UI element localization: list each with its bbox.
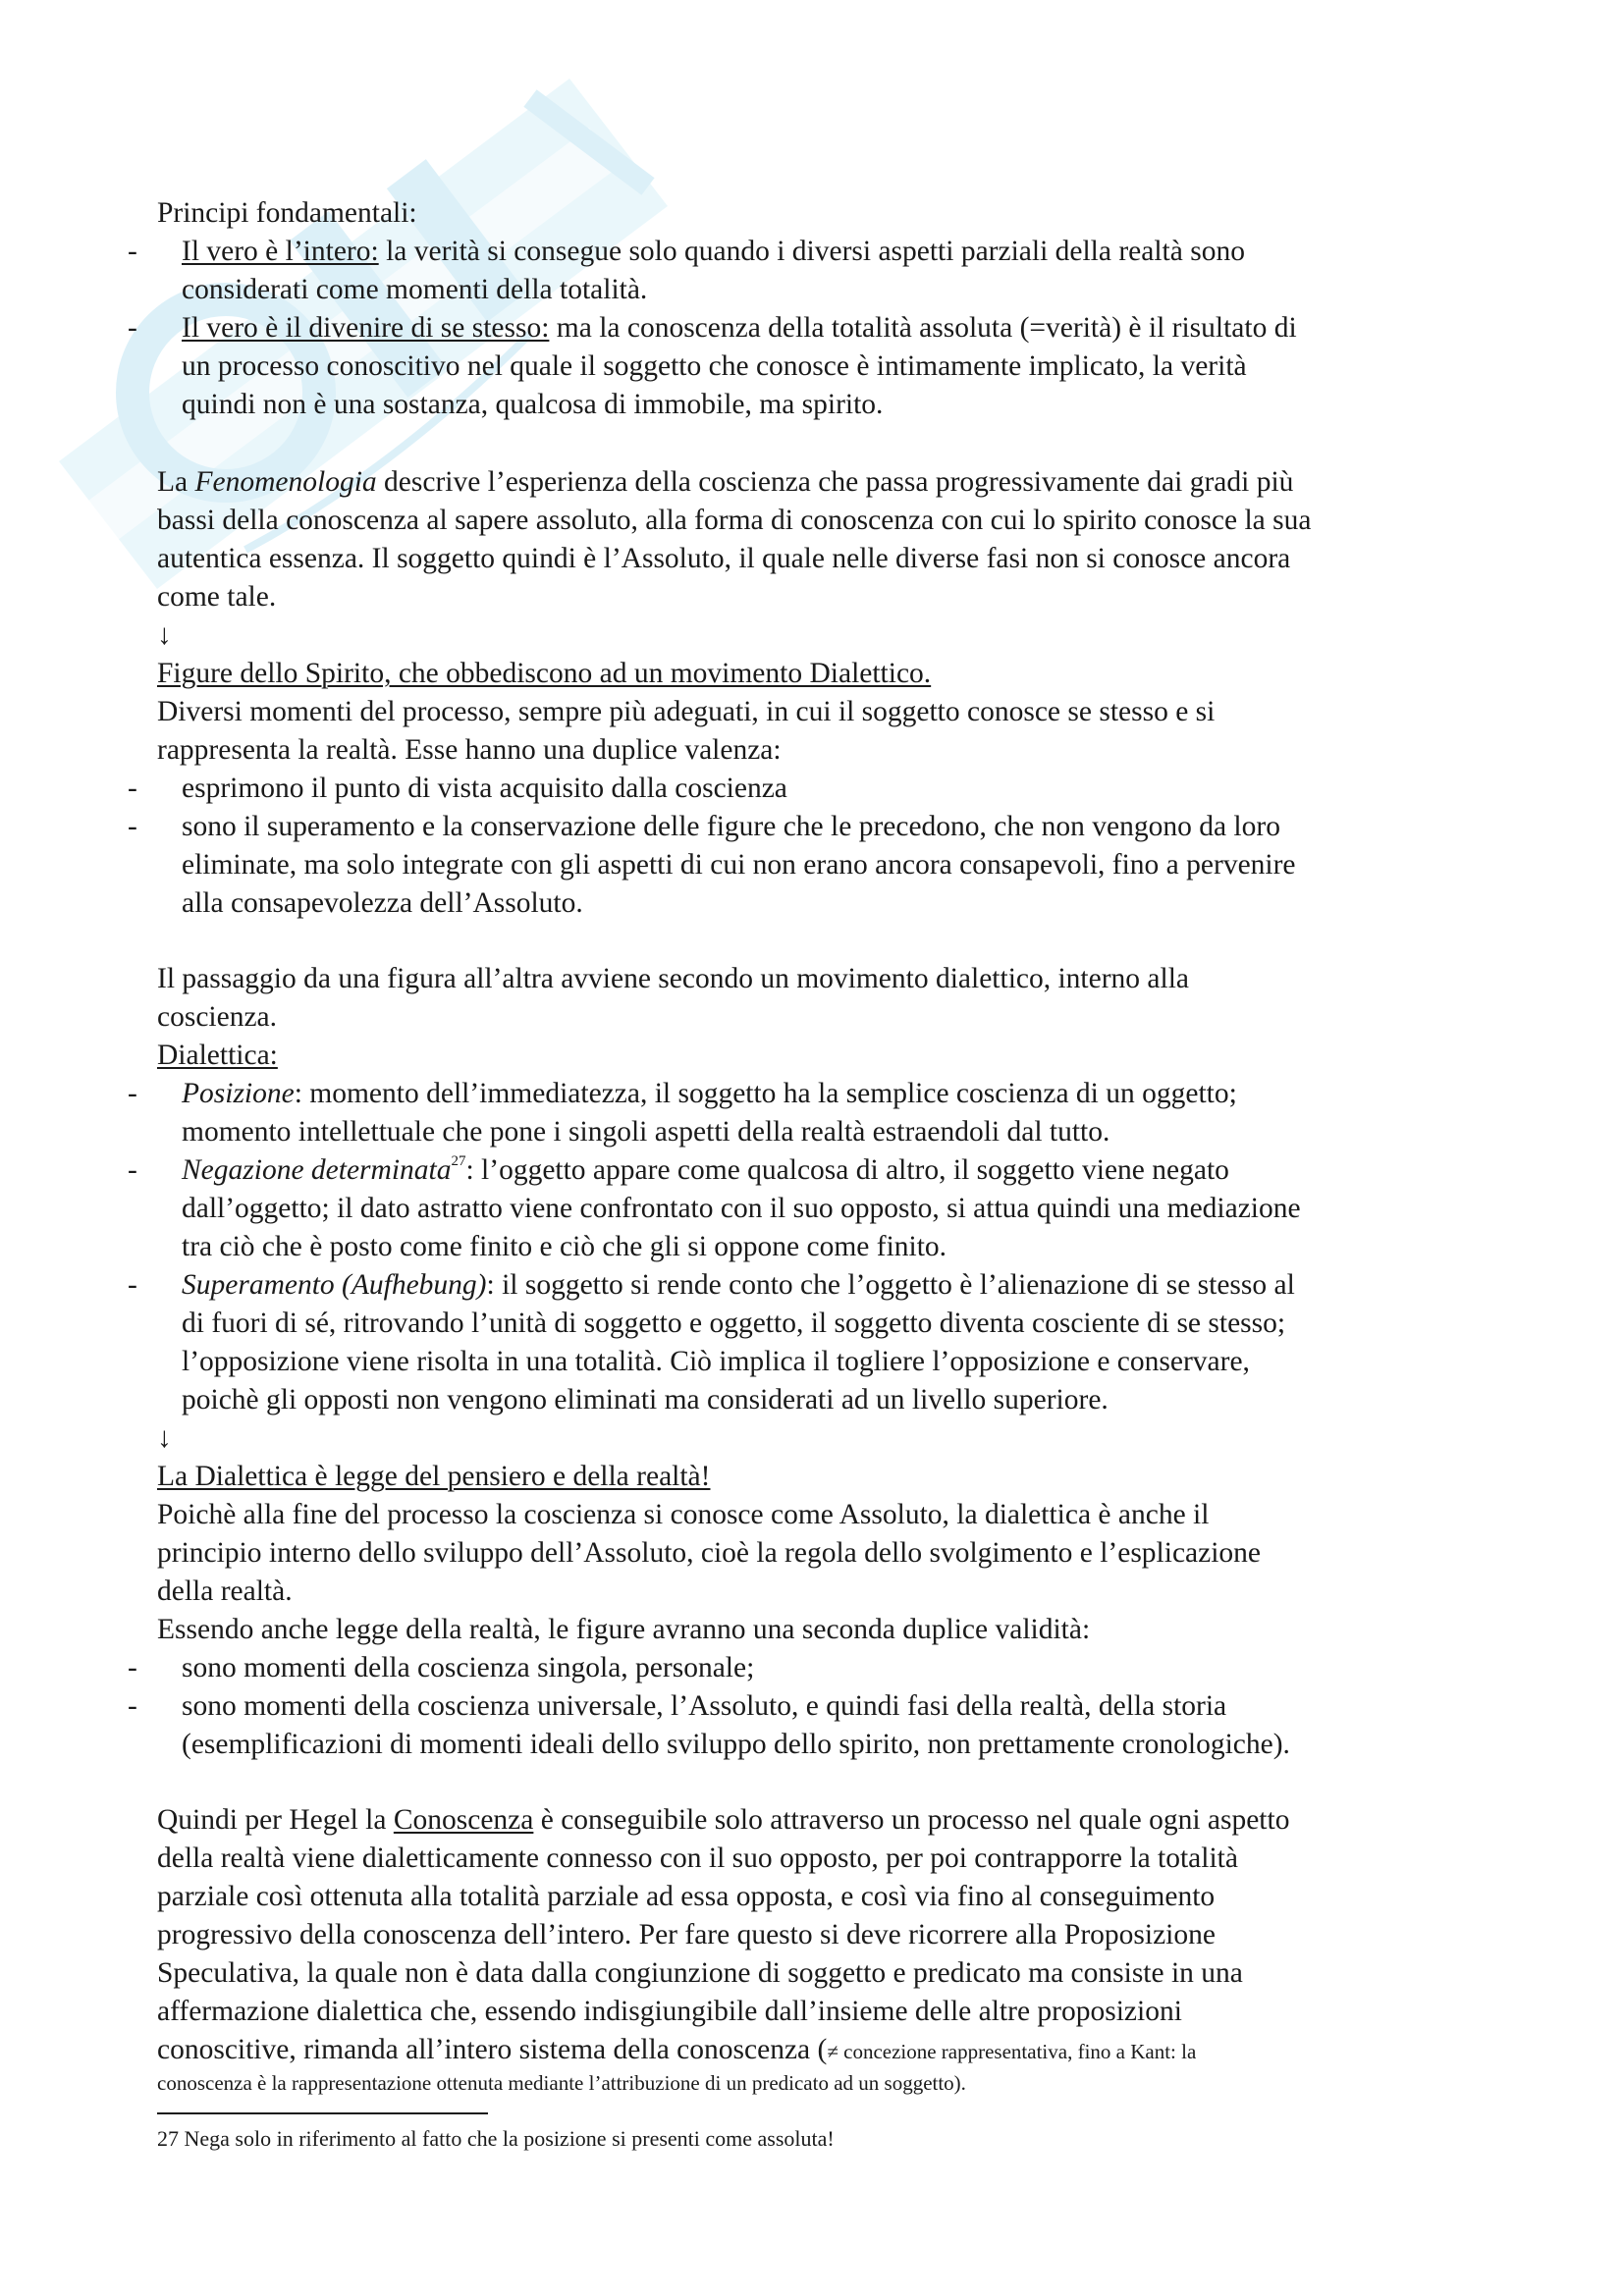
parenthetical-note: conoscenza è la rappresentazione ottenuta mediante l’attribuzione di un predicato ad un soggetto).: [157, 2071, 966, 2095]
parenthetical-note: ≠ concezione rappresentativa, fino a Kant: la: [827, 2040, 1197, 2063]
list-marker: -: [128, 1154, 137, 1186]
down-arrow: ↓: [157, 1422, 172, 1454]
paragraph-line: progressivo della conoscenza dell’intero. Per fare questo si deve ricorrere alla Proposizione: [157, 1919, 1216, 1950]
footnote-ref[interactable]: 27: [451, 1153, 466, 1169]
figures-heading: Figure dello Spirito, che obbediscono ad un movimento Dialettico.: [157, 658, 932, 689]
list-marker: -: [128, 1652, 137, 1683]
list-item: sono il superamento e la conservazione delle figure che le precedono, che non vengono da loro: [182, 811, 1280, 842]
list-marker: -: [128, 811, 137, 842]
list-item-continuation: dall’oggetto; il dato astratto viene confrontato con il suo opposto, si attua quindi una mediazione: [182, 1193, 1301, 1224]
term-posizione: Posizione: [182, 1078, 295, 1109]
list-item: Superamento (Aufhebung): il soggetto si rende conto che l’oggetto è l’alienazione di se stesso al: [182, 1269, 1295, 1301]
law-heading: La Dialettica è legge del pensiero e della realtà!: [157, 1461, 711, 1492]
list-item-continuation: (esemplificazioni di momenti ideali dello sviluppo dello spirito, non prettamente cronologiche).: [182, 1729, 1290, 1760]
list-item-continuation: un processo conoscitivo nel quale il soggetto che conosce è intimamente implicato, la verità: [182, 350, 1247, 382]
paragraph-line: coscienza.: [157, 1001, 278, 1033]
paragraph-line: rappresenta la realtà. Esse hanno una duplice valenza:: [157, 734, 782, 766]
paragraph-line: autentica essenza. Il soggetto quindi è l’Assoluto, il quale nelle diverse fasi non si conosce ancora: [157, 543, 1291, 574]
list-item: esprimono il punto di vista acquisito dalla coscienza: [182, 773, 787, 804]
paragraph-line: Essendo anche legge della realtà, le figure avranno una seconda duplice validità:: [157, 1614, 1091, 1645]
term-superamento: Superamento (Aufhebung): [182, 1269, 487, 1301]
list-item-continuation: momento intellettuale che pone i singoli aspetti della realtà estraendoli dal tutto.: [182, 1116, 1110, 1148]
item-title: Il vero è l’intero:: [182, 236, 379, 267]
item-title: Il vero è il divenire di se stesso:: [182, 312, 550, 344]
paragraph-line: principio interno dello sviluppo dell’Assoluto, cioè la regola dello svolgimento e l’esplicazione: [157, 1537, 1262, 1569]
section-heading: Principi fondamentali:: [157, 197, 417, 229]
paragraph-line: come tale.: [157, 581, 277, 613]
italic-term: Fenomenologia: [194, 466, 377, 498]
list-item-continuation: tra ciò che è posto come finito e ciò che gli si oppone come finito.: [182, 1231, 947, 1262]
paragraph-line: Il passaggio da una figura all’altra avviene secondo un movimento dialettico, interno alla: [157, 963, 1189, 994]
conoscenza-term: Conoscenza: [393, 1804, 534, 1836]
list-item: Il vero è il divenire di se stesso: ma la conoscenza della totalità assoluta (=verità) è il risultato di: [182, 312, 1297, 344]
paragraph-line: della realtà.: [157, 1575, 293, 1607]
paragraph-line: della realtà viene dialetticamente connesso con il suo opposto, per poi contrapporre la totalità: [157, 1842, 1238, 1874]
list-marker: -: [128, 773, 137, 804]
list-item: Il vero è l’intero: la verità si consegue solo quando i diversi aspetti parziali della realtà sono: [182, 236, 1245, 267]
paragraph-line: bassi della conoscenza al sapere assoluto, alla forma di conoscenza con cui lo spirito conosce la sua: [157, 505, 1312, 536]
paragraph-line: La Fenomenologia descrive l’esperienza della coscienza che passa progressivamente dai gradi più: [157, 466, 1294, 498]
list-item: sono momenti della coscienza universale, l’Assoluto, e quindi fasi della realtà, della storia: [182, 1690, 1227, 1722]
list-item-continuation: eliminate, ma solo integrate con gli aspetti di cui non erano ancora consapevoli, fino a pervenire: [182, 849, 1296, 881]
down-arrow: ↓: [157, 619, 172, 651]
footnote: 27 Nega solo in riferimento al fatto che la posizione si presenti come assoluta!: [157, 2126, 835, 2151]
paragraph-line: Diversi momenti del processo, sempre più adeguati, in cui il soggetto conosce se stesso e si: [157, 696, 1216, 727]
list-item-continuation: alla consapevolezza dell’Assoluto.: [182, 887, 583, 919]
list-item: Posizione: momento dell’immediatezza, il soggetto ha la semplice coscienza di un oggetto;: [182, 1078, 1237, 1109]
paragraph-line: Speculativa, la quale non è data dalla congiunzione di soggetto e predicato ma consiste in una: [157, 1957, 1243, 1989]
list-marker: -: [128, 312, 137, 344]
list-marker: -: [128, 1269, 137, 1301]
list-item-continuation: di fuori di sé, ritrovando l’unità di soggetto e oggetto, il soggetto diventa cosciente di se stesso;: [182, 1308, 1286, 1339]
paragraph-line: Quindi per Hegel la Conoscenza è conseguibile solo attraverso un processo nel quale ogni aspetto: [157, 1804, 1290, 1836]
list-item-continuation: l’opposizione viene risolta in una totalità. Ciò implica il togliere l’opposizione e conservare,: [182, 1346, 1250, 1377]
list-item-continuation: quindi non è una sostanza, qualcosa di immobile, ma spirito.: [182, 389, 884, 420]
list-item: Negazione determinata$^{27}$: l’oggetto appare come qualcosa di altro, il soggetto viene negato: [182, 1153, 1229, 1186]
list-marker: -: [128, 236, 137, 267]
paragraph-line: affermazione dialettica che, essendo indisgiungibile dall’insieme delle altre proposizioni: [157, 1996, 1182, 2027]
dialettica-heading: Dialettica:: [157, 1040, 278, 1071]
paragraph-line: Poichè alla fine del processo la coscienza si conosce come Assoluto, la dialettica è anche il: [157, 1499, 1210, 1530]
paragraph-line: parziale così ottenuta alla totalità parziale ad essa opposta, e così via fino al conseguimento: [157, 1881, 1216, 1912]
list-marker: -: [128, 1690, 137, 1722]
footnote-separator: [157, 2112, 488, 2114]
term-negazione: Negazione determinata: [182, 1154, 452, 1186]
paragraph-line: conoscitive, rimanda all’intero sistema della conoscenza (≠ concezione rappresentativa, fino a Kant: la: [157, 2034, 1197, 2065]
list-item-continuation: considerati come momenti della totalità.: [182, 274, 648, 305]
list-item-continuation: poichè gli opposti non vengono eliminati ma considerati ad un livello superiore.: [182, 1384, 1109, 1415]
list-marker: -: [128, 1078, 137, 1109]
list-item: sono momenti della coscienza singola, personale;: [182, 1652, 755, 1683]
